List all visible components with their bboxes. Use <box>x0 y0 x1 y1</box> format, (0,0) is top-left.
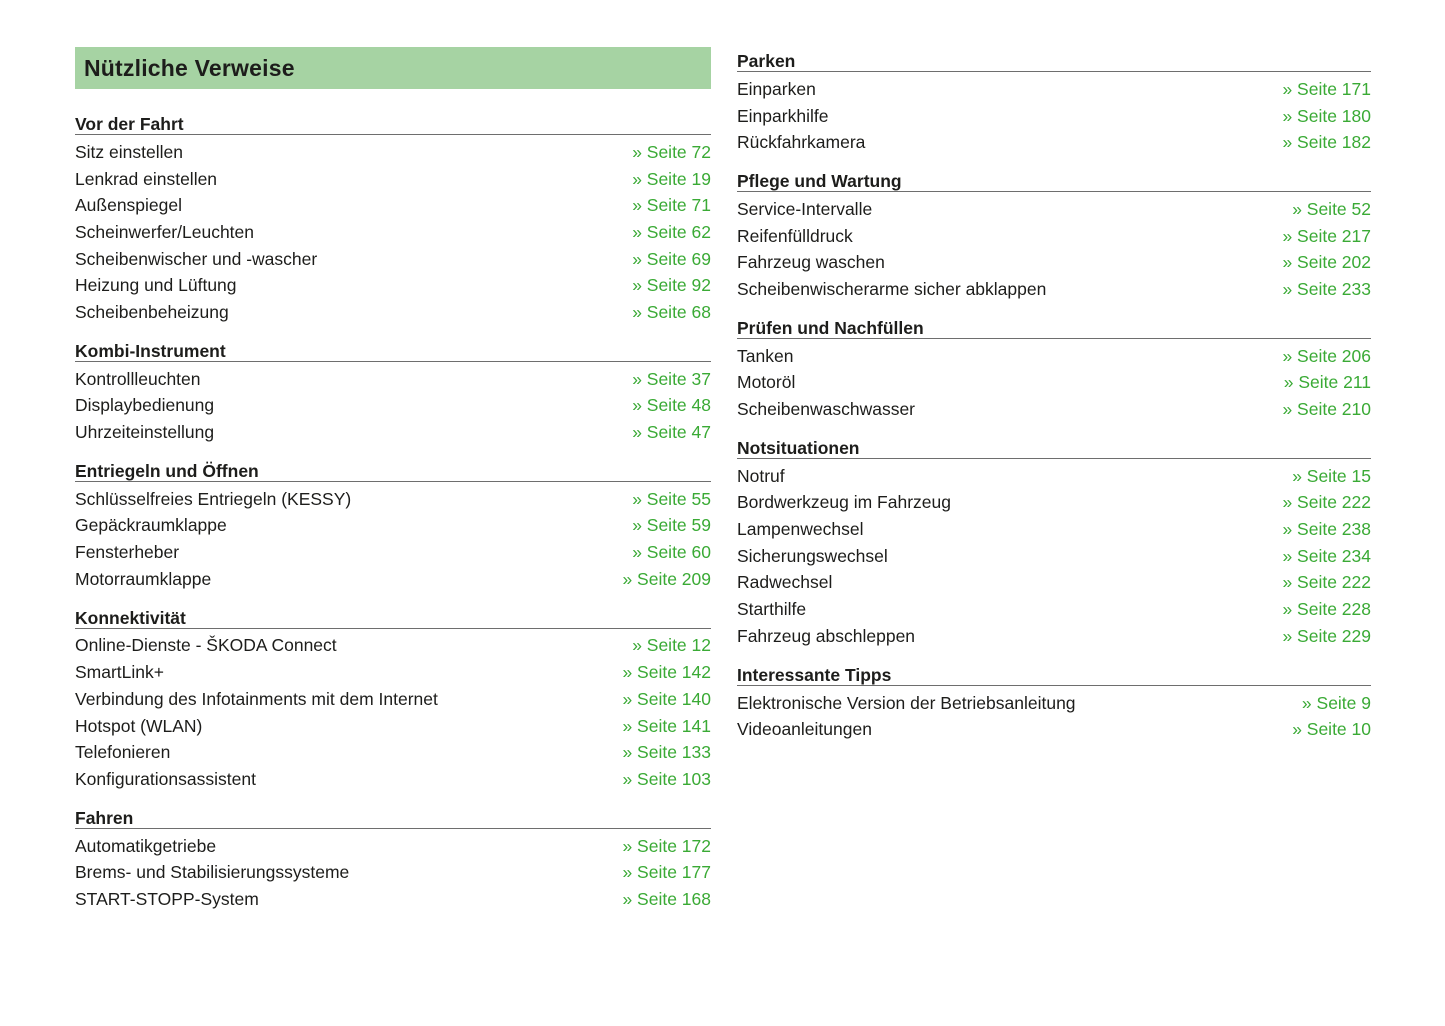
toc-row <box>75 539 711 566</box>
section-title: Entriegeln und Öffnen <box>75 461 711 482</box>
toc-row <box>737 343 1371 370</box>
toc-row <box>75 886 711 913</box>
toc-row <box>75 633 711 660</box>
toc-page-link[interactable]: » Seite 60 <box>632 542 711 563</box>
toc-entry-label: Sicherungswechsel <box>737 545 888 566</box>
toc-entry-label: Sitz einstellen <box>75 141 183 162</box>
toc-entry-label: Brems- und Stabilisierungssysteme <box>75 862 350 883</box>
toc-entry-label: Videoanleitungen <box>737 719 872 740</box>
section-rows <box>737 686 1371 743</box>
toc-entry-label: Online-Dienste - ŠKODA Connect <box>75 635 337 656</box>
toc-section <box>75 341 711 446</box>
toc-entry-label: Konfigurationsassistent <box>75 768 256 789</box>
toc-row <box>737 490 1371 517</box>
toc-section <box>737 51 1371 156</box>
toc-page-link[interactable]: » Seite 15 <box>1292 465 1371 486</box>
toc-page-link[interactable]: » Seite 55 <box>632 488 711 509</box>
toc-page-link[interactable]: » Seite 9 <box>1301 692 1371 713</box>
toc-entry-label: START-STOPP-System <box>75 888 259 909</box>
toc-page-link[interactable]: » Seite 47 <box>632 422 711 443</box>
section-title: Vor der Fahrt <box>75 114 711 135</box>
toc-page-link[interactable]: » Seite 68 <box>632 301 711 322</box>
toc-row <box>737 596 1371 623</box>
toc-entry-label: Elektronische Version der Betriebsanleitung <box>737 692 1076 713</box>
toc-entry-label: Scheibenbeheizung <box>75 301 229 322</box>
toc-entry-label: Bordwerkzeug im Fahrzeug <box>737 492 951 513</box>
toc-entry-label: Fahrzeug abschleppen <box>737 625 916 646</box>
toc-page-link[interactable]: » Seite 217 <box>1282 225 1371 246</box>
toc-page-link[interactable]: » Seite 69 <box>632 248 711 269</box>
toc-entry-label: Außenspiegel <box>75 195 183 216</box>
toc-entry-label: Schlüsselfreies Entriegeln (KESSY) <box>75 488 352 509</box>
toc-row <box>75 859 711 886</box>
toc-entry-label: Lenkrad einstellen <box>75 168 218 189</box>
toc-page-link[interactable]: » Seite 10 <box>1292 719 1371 740</box>
section-title: Parken <box>737 51 1371 72</box>
toc-page-link[interactable]: » Seite 182 <box>1282 132 1371 153</box>
toc-entry-label: Fahrzeug waschen <box>737 252 885 273</box>
toc-row <box>737 223 1371 250</box>
toc-page-link[interactable]: » Seite 211 <box>1283 372 1371 393</box>
toc-page-link[interactable]: » Seite 222 <box>1282 492 1371 513</box>
toc-page-link[interactable]: » Seite 228 <box>1282 599 1371 620</box>
toc-entry-label: Scheibenwischer und -wascher <box>75 248 318 269</box>
toc-row <box>75 366 711 393</box>
toc-page-link[interactable]: » Seite 52 <box>1292 198 1371 219</box>
toc-row <box>737 396 1371 423</box>
toc-page-link[interactable]: » Seite 59 <box>632 515 711 536</box>
toc-page-link[interactable]: » Seite 12 <box>632 635 711 656</box>
toc-entry-label: Motoröl <box>737 372 796 393</box>
toc-entry-label: Einparkhilfe <box>737 105 829 126</box>
toc-page-link[interactable]: » Seite 48 <box>632 395 711 416</box>
toc-entry-label: Uhrzeiteinstellung <box>75 422 215 443</box>
toc-row <box>737 76 1371 103</box>
toc-page-link[interactable]: » Seite 177 <box>622 862 711 883</box>
toc-entry-label: Tanken <box>737 345 794 366</box>
toc-entry-label: Hotspot (WLAN) <box>75 715 203 736</box>
toc-section <box>75 608 711 793</box>
toc-row <box>75 739 711 766</box>
toc-row <box>75 219 711 246</box>
section-rows <box>737 192 1371 303</box>
section-rows <box>75 135 711 326</box>
section-title: Fahren <box>75 808 711 829</box>
section-rows <box>75 482 711 593</box>
toc-entry-label: Reifenfülldruck <box>737 225 853 246</box>
toc-row <box>75 393 711 420</box>
toc-entry-label: Heizung und Lüftung <box>75 275 237 296</box>
toc-row <box>737 623 1371 650</box>
toc-section <box>75 461 711 593</box>
toc-page-link[interactable]: » Seite 72 <box>632 141 711 162</box>
section-title: Interessante Tipps <box>737 665 1371 686</box>
toc-page-link[interactable]: » Seite 209 <box>622 568 711 589</box>
toc-row <box>75 686 711 713</box>
toc-section <box>75 808 711 913</box>
toc-page-link[interactable]: » Seite 233 <box>1282 278 1371 299</box>
toc-page-link[interactable]: » Seite 210 <box>1282 399 1371 420</box>
toc-page-link[interactable]: » Seite 172 <box>622 835 711 856</box>
toc-entry-label: Telefonieren <box>75 742 171 763</box>
toc-row <box>737 370 1371 397</box>
toc-page-link[interactable]: » Seite 168 <box>622 888 711 909</box>
toc-row <box>75 659 711 686</box>
toc-page-link[interactable]: » Seite 62 <box>632 221 711 242</box>
toc-sections-right <box>737 47 1371 743</box>
toc-page-link[interactable]: » Seite 202 <box>1282 252 1371 273</box>
toc-page-link[interactable]: » Seite 222 <box>1282 572 1371 593</box>
toc-row <box>75 766 711 793</box>
toc-row <box>737 249 1371 276</box>
toc-row <box>737 543 1371 570</box>
toc-row <box>75 513 711 540</box>
toc-row <box>737 716 1371 743</box>
toc-row <box>737 129 1371 156</box>
toc-row <box>75 299 711 326</box>
toc-entry-label: Automatikgetriebe <box>75 835 217 856</box>
toc-row <box>737 103 1371 130</box>
section-title: Notsituationen <box>737 438 1371 459</box>
toc-entry-label: Scheinwerfer/Leuchten <box>75 221 254 242</box>
toc-entry-label: Kontrollleuchten <box>75 368 201 389</box>
toc-entry-label: Einparken <box>737 78 816 99</box>
toc-page-link[interactable]: » Seite 171 <box>1282 78 1371 99</box>
toc-entry-label: Displaybedienung <box>75 395 215 416</box>
toc-row <box>75 166 711 193</box>
section-title: Prüfen und Nachfüllen <box>737 318 1371 339</box>
section-rows <box>737 339 1371 423</box>
toc-row <box>737 196 1371 223</box>
toc-page-link[interactable]: » Seite 229 <box>1282 625 1371 646</box>
toc-page-link[interactable]: » Seite 180 <box>1282 105 1371 126</box>
toc-page-link[interactable]: » Seite 92 <box>632 275 711 296</box>
toc-section <box>737 438 1371 650</box>
toc-row <box>75 272 711 299</box>
toc-entry-label: Scheibenwischerarme sicher abklappen <box>737 278 1047 299</box>
toc-page-link[interactable]: » Seite 238 <box>1282 519 1371 540</box>
toc-row <box>75 833 711 860</box>
toc-row <box>75 713 711 740</box>
toc-section <box>737 665 1371 743</box>
toc-page-link[interactable]: » Seite 19 <box>632 168 711 189</box>
toc-entry-label: Scheibenwaschwasser <box>737 399 916 420</box>
toc-page-link[interactable]: » Seite 133 <box>622 742 711 763</box>
toc-row <box>75 246 711 273</box>
toc-row <box>75 139 711 166</box>
toc-page-link[interactable]: » Seite 234 <box>1282 545 1371 566</box>
toc-entry-label: Fensterheber <box>75 542 180 563</box>
toc-row <box>737 463 1371 490</box>
toc-page-link[interactable]: » Seite 71 <box>632 195 711 216</box>
toc-entry-label: Rückfahrkamera <box>737 132 866 153</box>
toc-row <box>737 516 1371 543</box>
toc-column-left <box>75 47 711 913</box>
toc-page-link[interactable]: » Seite 142 <box>622 662 711 683</box>
toc-row <box>737 690 1371 717</box>
toc-row <box>75 566 711 593</box>
toc-entry-label: SmartLink+ <box>75 662 164 683</box>
toc-page-link[interactable]: » Seite 141 <box>622 715 711 736</box>
toc-entry-label: Verbindung des Infotainments mit dem Internet <box>75 688 438 709</box>
toc-row <box>75 486 711 513</box>
toc-entry-label: Starthilfe <box>737 599 807 620</box>
toc-page-link[interactable]: » Seite 37 <box>632 368 711 389</box>
section-title: Kombi-Instrument <box>75 341 711 362</box>
section-rows <box>75 362 711 446</box>
toc-row <box>75 192 711 219</box>
section-title: Konnektivität <box>75 608 711 629</box>
toc-entry-label: Lampenwechsel <box>737 519 864 540</box>
section-rows <box>75 629 711 793</box>
toc-row <box>737 570 1371 597</box>
toc-entry-label: Gepäckraumklappe <box>75 515 227 536</box>
toc-column-right <box>737 47 1371 743</box>
toc-section <box>737 318 1371 423</box>
section-rows <box>75 829 711 913</box>
section-title: Pflege und Wartung <box>737 171 1371 192</box>
toc-entry-label: Service-Intervalle <box>737 198 873 219</box>
toc-row <box>75 419 711 446</box>
toc-section <box>75 114 711 326</box>
toc-entry-label: Motorraumklappe <box>75 568 212 589</box>
toc-page-link[interactable]: » Seite 103 <box>622 768 711 789</box>
section-rows <box>737 459 1371 650</box>
page-title: Nützliche Verweise <box>84 54 295 81</box>
toc-row <box>737 276 1371 303</box>
toc-section <box>737 171 1371 303</box>
toc-page-link[interactable]: » Seite 140 <box>622 688 711 709</box>
toc-sections-left <box>75 114 711 913</box>
page-title-bar <box>75 47 711 89</box>
toc-page-link[interactable]: » Seite 206 <box>1282 345 1371 366</box>
toc-entry-label: Radwechsel <box>737 572 833 593</box>
section-rows <box>737 72 1371 156</box>
toc-entry-label: Notruf <box>737 465 785 486</box>
